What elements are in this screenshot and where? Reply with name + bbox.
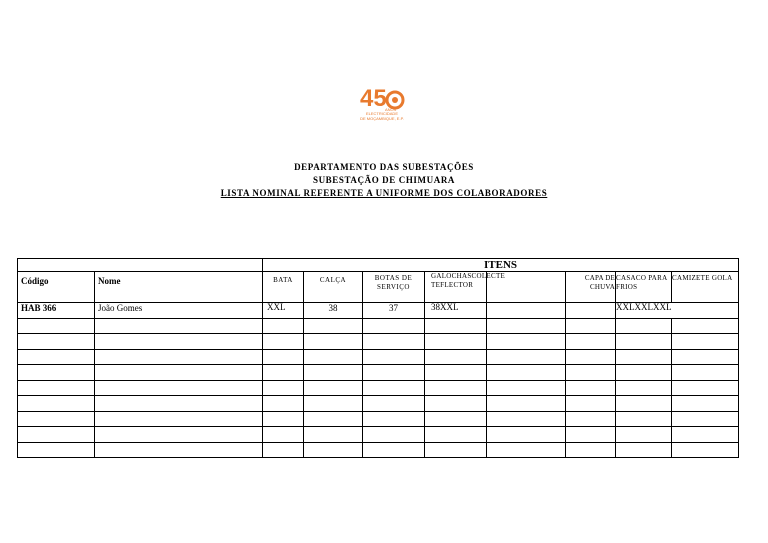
row1-nome: João Gomes (95, 303, 263, 319)
row1-bata: XXL (263, 303, 304, 319)
uniform-table (17, 258, 739, 458)
logo-anos: ANOS (385, 107, 397, 112)
col-galochas-colecte (425, 272, 506, 303)
row1-capa (566, 303, 616, 319)
table-row (18, 396, 739, 412)
logo-company-line1: ELECTRICIDADE (365, 111, 398, 116)
itens-label: ITENS (263, 259, 739, 272)
itens-header-row (18, 259, 739, 272)
row1-galochas-colecte: 38XXL (425, 303, 487, 319)
col-botas: BOTAS DE SERVIÇO (363, 272, 425, 303)
table-row (18, 303, 739, 319)
row1-codigo: HAB 366 (18, 303, 95, 319)
row1-calca: 38 (304, 303, 363, 319)
col-camizete: CAMIZETE GOLA (672, 272, 739, 303)
col-casaco: CASACO PARA FRIOS (616, 272, 672, 303)
company-logo (352, 82, 412, 130)
col-codigo: Código (18, 272, 95, 303)
col-nome: Nome (95, 272, 263, 303)
col-capa: CAPA DE CHUVA (566, 272, 616, 303)
substation-heading: SUBESTAÇÃO DE CHIMUARA (312, 175, 456, 185)
col-colecte: COLECTE TEFLECTOR (431, 272, 506, 289)
column-header-row (18, 272, 739, 303)
table-row (18, 427, 739, 443)
list-heading (0, 187, 768, 199)
list-heading-part2: NOMINAL REFERENTE A UNIFORME DOS COLABORADORES (249, 188, 548, 198)
row1-botas: 37 (363, 303, 425, 319)
row1-casaco-camizete: XXLXXLXXL (616, 303, 739, 319)
table-row (18, 349, 739, 365)
department-heading: DEPARTAMENTO DAS SUBESTAÇÕES (294, 162, 474, 172)
table-row (18, 380, 739, 396)
itens-blank-cell (18, 259, 263, 272)
list-heading-part1: LISTA (220, 188, 250, 198)
col-calca: CALÇA (304, 272, 363, 303)
row1-empty (487, 303, 566, 319)
logo-45-icon (352, 82, 412, 112)
col-galochas: GALOCHAS (431, 272, 472, 280)
table-row (18, 318, 739, 334)
table-row (18, 365, 739, 381)
col-bata: BATA (263, 272, 304, 303)
table-row (18, 411, 739, 427)
logo-company-name (352, 111, 412, 121)
table-row (18, 442, 739, 458)
logo-number: 45 (360, 85, 387, 112)
logo-company-line2: DE MOÇAMBIQUE, E.P. (360, 116, 404, 121)
table-row (18, 334, 739, 350)
